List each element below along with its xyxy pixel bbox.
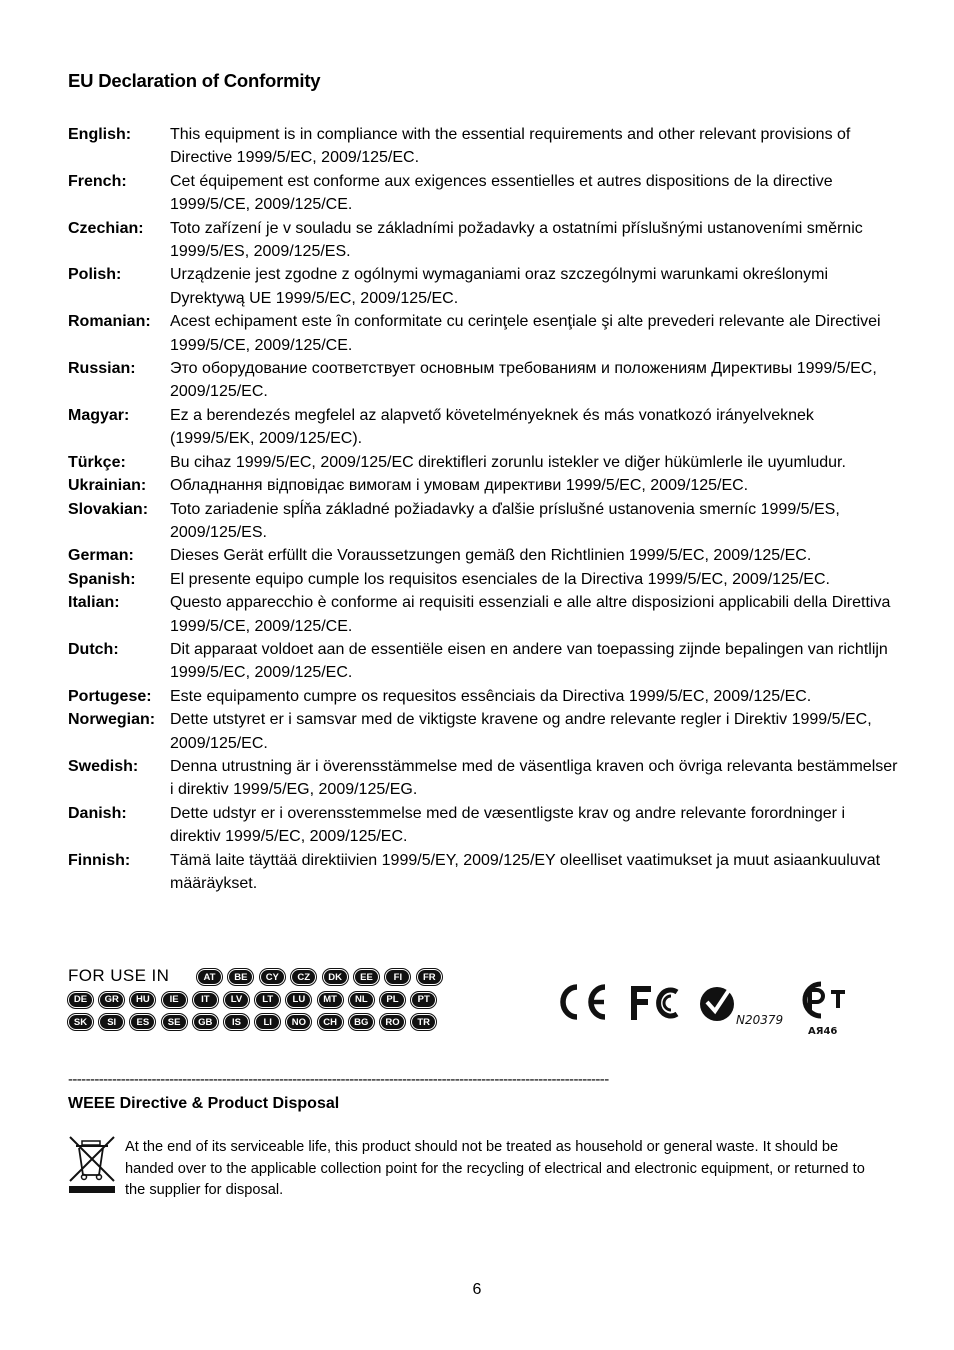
gost-logo-icon (805, 984, 845, 1037)
declaration-entry (68, 123, 898, 170)
declaration-text: El presente equipo cumple los requisitos esenciales de la Directiva 1999/5/EC, 2009/125/EC. (170, 570, 830, 588)
gost-code: АЯ46 (808, 1026, 838, 1037)
country-badge: HU (130, 992, 155, 1008)
declaration-entry (68, 404, 898, 451)
declaration-text: Dieses Gerät erfüllt die Voraussetzungen gemäß den Richtlinien 1999/5/EC, 2009/125/EC. (170, 547, 812, 565)
country-badge: IE (162, 992, 187, 1008)
declaration-entry (68, 568, 898, 591)
page-title: EU Declaration of Conformity (68, 70, 321, 91)
country-badge: AT (197, 969, 222, 985)
declaration-entry (68, 755, 898, 802)
country-badge: GB (193, 1014, 218, 1030)
declaration-entry (68, 591, 898, 638)
declaration-entry (68, 802, 898, 849)
declaration-entry (68, 685, 898, 708)
country-badge: LT (255, 992, 280, 1008)
language-label: Ukrainian: (68, 477, 147, 495)
country-badge: PT (411, 992, 436, 1008)
declaration-text: Dette utstyret er i samsvar med de viktigste kravene og andre relevante regler i Direktiv 1999/5/EC, 2009/125/EC. (170, 711, 872, 752)
declaration-entry (68, 263, 898, 310)
declaration-list (68, 123, 898, 895)
country-badge: SE (162, 1014, 187, 1030)
declaration-text: Toto zariadenie spĺňa základné požiadavky a ďalšie príslušné ustanovenia smerníc 1999/5/ES, 2009/125/ES. (170, 500, 840, 541)
language-label: Portugese: (68, 687, 152, 705)
declaration-entry (68, 498, 898, 545)
declaration-entry (68, 217, 898, 264)
language-label: Romanian: (68, 313, 151, 331)
declaration-entry (68, 357, 898, 404)
country-badge: DE (68, 992, 93, 1008)
language-label: Norwegian: (68, 711, 156, 729)
language-label: Czechian: (68, 219, 144, 237)
declaration-entry (68, 708, 898, 755)
country-badge: LU (286, 992, 311, 1008)
declaration-text: Это оборудование соответствует основным требованиям и положениям Директивы 1999/5/EC, 2009/125/EC. (170, 360, 877, 401)
country-badge: PL (380, 992, 405, 1008)
country-badge: BE (228, 969, 253, 985)
ce-mark-icon (563, 987, 605, 1017)
country-badge: SK (68, 1014, 93, 1030)
country-badge: NO (286, 1014, 311, 1030)
language-label: Finnish: (68, 851, 131, 869)
language-label: German: (68, 547, 134, 565)
declaration-text: Обладнання відповідає вимогам і умовам директиви 1999/5/EC, 2009/125/EC. (170, 477, 749, 495)
language-label: French: (68, 172, 127, 190)
country-badge: LI (255, 1014, 280, 1030)
declaration-entry (68, 544, 898, 567)
country-badge: ES (130, 1014, 155, 1030)
declaration-entry (68, 474, 898, 497)
declaration-entry (68, 638, 898, 685)
country-badge: NL (349, 992, 374, 1008)
language-label: Dutch: (68, 640, 119, 658)
language-label: Türkçe: (68, 453, 126, 471)
declaration-text: Ez a berendezés megfelel az alapvető követelményeknek és más vonatkozó irányelveknek (1999/5/EK, 2009/125/EC). (170, 406, 814, 448)
country-badge: MT (318, 992, 343, 1008)
country-badge: RO (380, 1014, 405, 1030)
language-label: Polish: (68, 266, 122, 284)
declaration-text: Este equipamento cumpre os requesitos essênciais da Directiva 1999/5/EC, 2009/125/EC. (170, 687, 812, 705)
country-badge: FI (385, 969, 410, 985)
language-label: Magyar: (68, 406, 130, 424)
declaration-entry (68, 451, 898, 474)
declaration-text: Urządzenie jest zgodne z ogólnymi wymaganiami oraz szczególnymi warunkami określonymi Dyrektywą UE 1999/5/EC, 2009/125/EC. (170, 266, 829, 307)
declaration-text: Cet équipement est conforme aux exigences essentielles et autres dispositions de la directive 1999/5/CE, 2009/125/CE. (170, 172, 833, 214)
language-label: Russian: (68, 360, 136, 378)
declaration-entry (68, 849, 898, 896)
country-badge: IT (193, 992, 218, 1008)
country-badge: TR (411, 1014, 436, 1030)
country-badge: DK (323, 969, 348, 985)
language-label: Italian: (68, 594, 120, 612)
c-tick-logo-icon (700, 987, 783, 1027)
country-badge: GR (99, 992, 124, 1008)
country-badge: EE (354, 969, 379, 985)
c-tick-code: N20379 (736, 1013, 784, 1027)
country-badge: BG (349, 1014, 374, 1030)
declaration-text: Dette udstyr er i overensstemmelse med de væsentligste krav og andre relevante forordninger i direktiv 1999/5/EC, 2009/125/EC. (170, 804, 845, 846)
country-badge: CZ (291, 969, 316, 985)
weee-text: At the end of its serviceable life, this product should not be treated as household or general waste. It should be handed over to the applicable collection point for the recycling of electrical and electronic equipment, or returned to the supplier for disposal. (125, 1139, 865, 1198)
language-label: Swedish: (68, 757, 139, 775)
country-badge: CY (260, 969, 285, 985)
language-label: English: (68, 126, 132, 143)
page-number: 6 (472, 1281, 482, 1298)
declaration-entry (68, 310, 898, 357)
declaration-text: Acest echipament este în conformitate cu cerinţele esenţiale şi alte prevederi relevante ale Directivei 1999/5/CE, 2009/125/CE. (170, 313, 881, 354)
declaration-text: Dit apparaat voldoet aan de essentiële eisen en andere van toepassing zijnde bepalingen van richtlijn 1999/5/EC, 2009/125/EC. (170, 640, 888, 682)
crossed-bin-icon (68, 1135, 116, 1195)
country-badge: CH (318, 1014, 343, 1030)
declaration-text: Toto zařízení je v souladu se základními požadavky a ostatními příslušnými ustanoveními směrnic 1999/5/ES, 2009/125/ES. (170, 219, 863, 261)
declaration-text: Denna utrustning är i överensstämmelse med de väsentliga kraven och övriga relevanta bestämmelser i direktiv 1999/5/EG, 2009/125/EG. (170, 757, 898, 799)
fcc-logo-icon (631, 986, 677, 1020)
certification-logos (555, 978, 855, 1038)
language-label: Danish: (68, 804, 127, 822)
declaration-text: Questo apparecchio è conforme ai requisiti essenziali e alle altre disposizioni applicabili della Direttiva 1999/5/CE, 2009/125/CE. (170, 594, 891, 635)
country-badge: FR (417, 969, 442, 985)
declaration-entry (68, 170, 898, 217)
country-badge: LV (224, 992, 249, 1008)
declaration-text: Tämä laite täyttää direktiivien 1999/5/EY, 2009/125/EY oleelliset vaatimukset ja muut asiaankuuluvat määräykset. (170, 851, 881, 892)
country-badge: SI (99, 1014, 124, 1030)
country-badge: IS (224, 1014, 249, 1030)
weee-title: WEEE Directive & Product Disposal (68, 1095, 340, 1112)
declaration-text: Bu cihaz 1999/5/EC, 2009/125/EC direktifleri zorunlu istekler ve diğer hükümlerle ile uyumludur. (170, 453, 846, 471)
for-use-in-label: FOR USE IN (68, 966, 170, 985)
declaration-text: This equipment is in compliance with the essential requirements and other relevant provisions of Directive 1999/5/EC, 2009/125/EC. (170, 126, 851, 167)
language-label: Slovakian: (68, 500, 149, 518)
separator-line: --------------------------------------------------------------------------------------------------------------------------- (68, 1071, 609, 1088)
language-label: Spanish: (68, 570, 136, 588)
